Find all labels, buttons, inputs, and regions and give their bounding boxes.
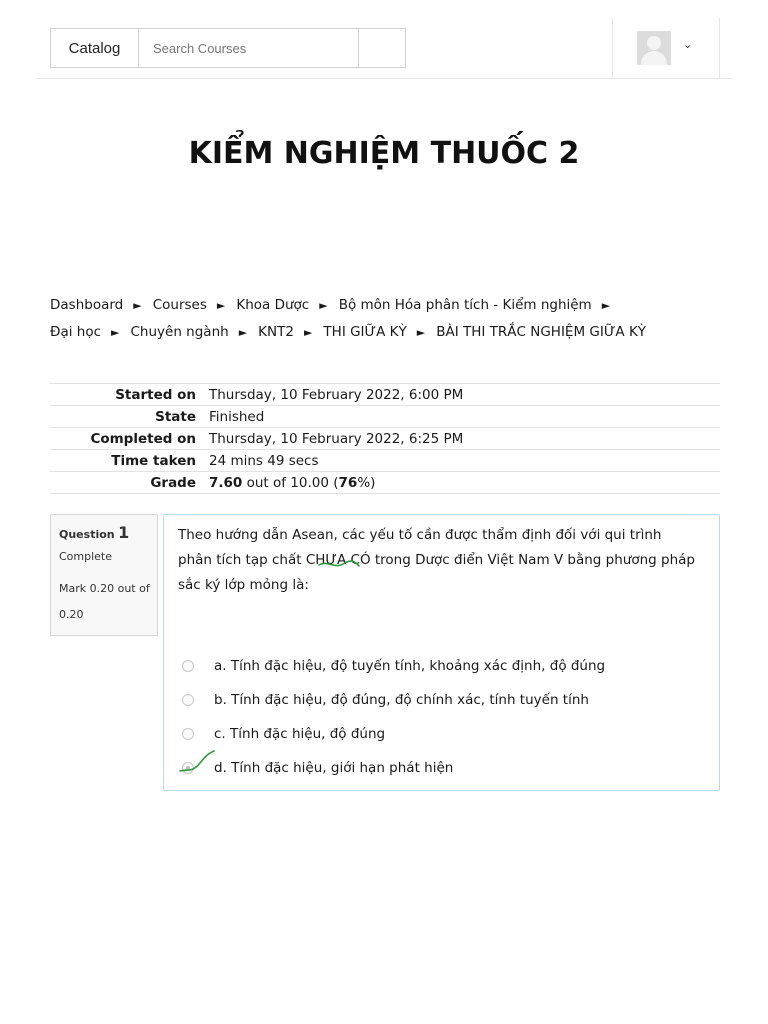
answer-letter: b.: [214, 692, 227, 708]
question-text-emphasis: CHƯA CÓ: [305, 552, 371, 568]
state-value: Finished: [209, 406, 720, 428]
breadcrumb-bo-mon[interactable]: Bộ môn Hóa phân tích - Kiểm nghiệm: [338, 297, 592, 313]
question-text-part2: trong Dược điển Việt Nam V bằng phương pháp sắc ký lớp mỏng là:: [178, 552, 695, 593]
answer-text: Tính đặc hiệu, độ đúng: [230, 726, 386, 742]
breadcrumb-chuyen-nganh[interactable]: Chuyên ngành: [130, 324, 229, 340]
chevron-down-icon[interactable]: ⌄: [683, 38, 693, 51]
catalog-label: Catalog: [68, 39, 121, 57]
table-row: [50, 406, 720, 428]
breadcrumb-row-2: [50, 319, 750, 346]
avatar[interactable]: [637, 31, 671, 65]
breadcrumb-separator: ►: [303, 326, 313, 339]
question-text-part1: Theo hướng dẫn Asean, các yếu tố cần được thẩm định đối với qui trình phân tích tạp chất: [178, 527, 662, 568]
table-row: [50, 384, 720, 406]
breadcrumb-separator: ►: [111, 326, 120, 339]
question-info: [50, 514, 158, 636]
breadcrumb-courses[interactable]: Courses: [152, 297, 207, 313]
question-status: Complete: [59, 550, 113, 563]
answer-text: Tính đặc hiệu, độ tuyến tính, khoảng xác định, độ đúng: [230, 658, 606, 674]
state-label: State: [50, 406, 209, 428]
question-number: 1: [118, 523, 130, 542]
handwritten-underline: [317, 557, 361, 571]
breadcrumb-separator: ►: [416, 326, 426, 339]
header-divider: [36, 78, 733, 79]
search-courses-input[interactable]: [139, 28, 359, 68]
table-row: [50, 450, 720, 472]
answer-list: [182, 649, 605, 785]
radio-b[interactable]: [182, 694, 194, 706]
question-content: [163, 514, 720, 791]
breadcrumb-separator: ►: [319, 299, 328, 312]
user-menu[interactable]: [612, 18, 720, 78]
question-mark-line2: 0.20: [59, 608, 84, 621]
answer-option-b[interactable]: [182, 683, 605, 717]
breadcrumb: [50, 292, 750, 346]
grade-label: Grade: [50, 472, 209, 494]
page-title: KIỂM NGHIỆM THUỐC 2: [188, 136, 580, 171]
table-row: [50, 428, 720, 450]
handwritten-check-icon: [178, 749, 218, 777]
answer-option-c[interactable]: [182, 717, 605, 751]
table-row: [50, 472, 720, 494]
answer-text: Tính đặc hiệu, giới hạn phát hiện: [231, 760, 454, 776]
started-on-label: Started on: [50, 384, 209, 406]
search-button[interactable]: [358, 28, 406, 68]
answer-letter: d.: [214, 760, 227, 776]
question-label: Question: [59, 528, 115, 541]
completed-on-value: Thursday, 10 February 2022, 6:25 PM: [209, 428, 720, 450]
breadcrumb-khoa-duoc[interactable]: Khoa Dược: [236, 297, 310, 313]
catalog-button[interactable]: [50, 28, 139, 68]
radio-c[interactable]: [182, 728, 194, 740]
breadcrumb-row-1: [50, 292, 750, 319]
breadcrumb-dai-hoc[interactable]: Đại học: [50, 324, 102, 340]
breadcrumb-bai-thi[interactable]: BÀI THI TRẮC NGHIỆM GIỮA KỲ: [436, 324, 647, 340]
breadcrumb-separator: ►: [216, 299, 226, 312]
quiz-summary-table: [50, 383, 720, 494]
answer-option-a[interactable]: [182, 649, 605, 683]
answer-text: Tính đặc hiệu, độ đúng, độ chính xác, tính tuyến tính: [231, 692, 589, 708]
completed-on-label: Completed on: [50, 428, 209, 450]
grade-out-of: out of 10.00 (: [242, 474, 339, 491]
radio-a[interactable]: [182, 660, 194, 672]
grade-percent: 76: [338, 474, 358, 491]
answer-option-d[interactable]: [182, 751, 605, 785]
time-taken-value: 24 mins 49 secs: [209, 450, 720, 472]
grade-score: 7.60: [209, 474, 243, 491]
breadcrumb-dashboard[interactable]: Dashboard: [50, 297, 124, 313]
breadcrumb-thi-giua-ky[interactable]: THI GIỮA KỲ: [323, 324, 407, 340]
answer-letter: c.: [214, 726, 226, 742]
answer-letter: a.: [214, 658, 227, 674]
breadcrumb-knt2[interactable]: KNT2: [258, 324, 294, 340]
grade-value: [209, 472, 720, 494]
breadcrumb-separator: ►: [601, 299, 611, 312]
question-mark-line1: Mark 0.20 out of: [59, 582, 150, 595]
breadcrumb-separator: ►: [133, 299, 142, 312]
started-on-value: Thursday, 10 February 2022, 6:00 PM: [209, 384, 720, 406]
question-text: [178, 523, 698, 598]
grade-suffix: %): [357, 474, 376, 491]
breadcrumb-separator: ►: [238, 326, 248, 339]
time-taken-label: Time taken: [50, 450, 209, 472]
